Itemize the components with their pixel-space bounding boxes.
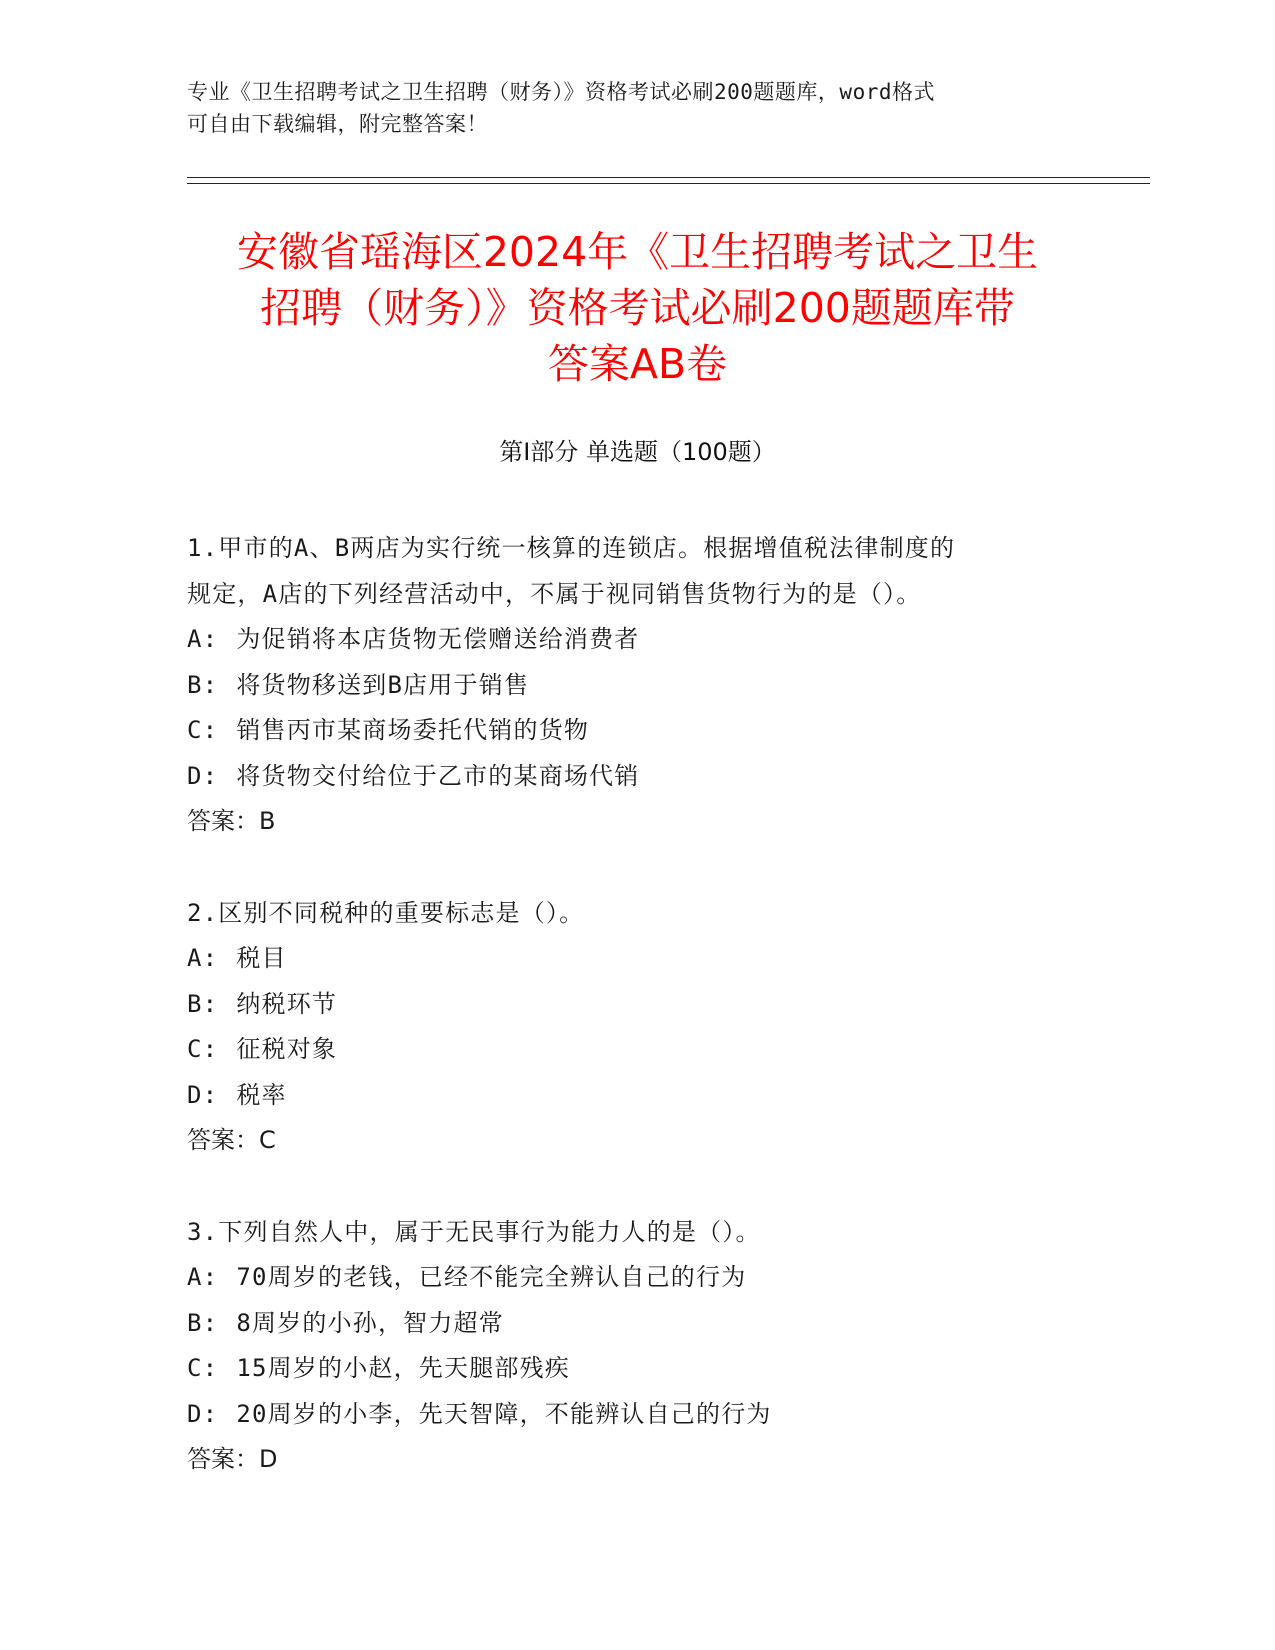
option-key: C: xyxy=(187,1035,219,1063)
answer-label: 答案： xyxy=(187,1445,259,1473)
answer-label: 答案： xyxy=(187,1126,259,1154)
document-title xyxy=(150,224,1125,392)
option-key: C: xyxy=(187,716,219,744)
option-d xyxy=(187,754,1087,800)
option-key: B: xyxy=(187,670,219,699)
option-text: 70周岁的老钱，已经不能完全辨认自己的行为 xyxy=(236,1263,747,1291)
option-c xyxy=(187,1346,1087,1392)
question-stem: 3.下列自然人中，属于无民事行为能力人的是（）。 xyxy=(187,1217,761,1246)
option-key: D: xyxy=(187,1399,219,1428)
option-key: C: xyxy=(187,1354,219,1382)
option-c xyxy=(187,708,1087,754)
option-c xyxy=(187,1027,1087,1073)
option-text: 销售丙市某商场委托代销的货物 xyxy=(236,716,590,744)
answer-label: 答案： xyxy=(187,807,259,835)
answer-line xyxy=(187,1437,1087,1483)
option-text: 税目 xyxy=(236,944,287,972)
section-heading: 第Ⅰ部分 单选题（100题） xyxy=(499,438,776,466)
title-line1: 安徽省瑶海区2024年《卫生招聘考试之卫生 xyxy=(236,228,1039,276)
option-text: 将货物移送到B店用于销售 xyxy=(236,670,530,699)
header-rule-top xyxy=(187,177,1150,178)
header-note-line2: 可自由下载编辑，附完整答案！ xyxy=(187,112,488,136)
question-list xyxy=(187,526,1087,1529)
question-1 xyxy=(187,526,1087,845)
option-key: B: xyxy=(187,989,219,1018)
question-2 xyxy=(187,891,1087,1164)
option-a xyxy=(187,1255,1087,1301)
answer-value: B xyxy=(259,807,276,835)
option-key: D: xyxy=(187,761,219,790)
option-key: A: xyxy=(187,1263,219,1291)
option-text: 征税对象 xyxy=(236,1035,338,1063)
option-text: 8周岁的小孙，智力超常 xyxy=(236,1308,504,1337)
option-text: 纳税环节 xyxy=(236,989,338,1018)
option-text: 20周岁的小李，先天智障，不能辨认自己的行为 xyxy=(236,1399,772,1428)
header-rule-bottom xyxy=(187,183,1150,184)
question-stem: 2.区别不同税种的重要标志是（）。 xyxy=(187,898,585,927)
option-a xyxy=(187,936,1087,982)
option-d xyxy=(187,1392,1087,1438)
title-line3: 答案AB卷 xyxy=(547,340,728,388)
answer-line xyxy=(187,1118,1087,1164)
option-key: B: xyxy=(187,1308,219,1337)
question-stem: 1.甲市的A、B两店为实行统一核算的连锁店。根据增值税法律制度的 xyxy=(187,534,956,562)
option-key: D: xyxy=(187,1080,219,1109)
option-text: 将货物交付给位于乙市的某商场代销 xyxy=(236,761,640,790)
option-text: 为促销将本店货物无偿赠送给消费者 xyxy=(236,625,640,653)
option-b xyxy=(187,982,1087,1028)
answer-value: D xyxy=(259,1445,278,1473)
question-stem: 规定，A店的下列经营活动中，不属于视同销售货物行为的是（）。 xyxy=(187,579,922,608)
title-line2: 招聘（财务）》资格考试必刷200题题库带 xyxy=(260,284,1015,332)
answer-value: C xyxy=(259,1126,276,1154)
option-a xyxy=(187,617,1087,663)
option-text: 15周岁的小赵，先天腿部残疾 xyxy=(236,1354,571,1382)
option-key: A: xyxy=(187,625,219,653)
option-key: A: xyxy=(187,944,219,972)
option-d xyxy=(187,1073,1087,1119)
question-3 xyxy=(187,1210,1087,1483)
option-b xyxy=(187,1301,1087,1347)
option-text: 税率 xyxy=(236,1080,287,1109)
header-note xyxy=(187,76,1067,140)
option-b xyxy=(187,663,1087,709)
header-note-line1: 专业《卫生招聘考试之卫生招聘（财务）》资格考试必刷200题题库，word格式 xyxy=(187,80,935,104)
answer-line xyxy=(187,799,1087,845)
